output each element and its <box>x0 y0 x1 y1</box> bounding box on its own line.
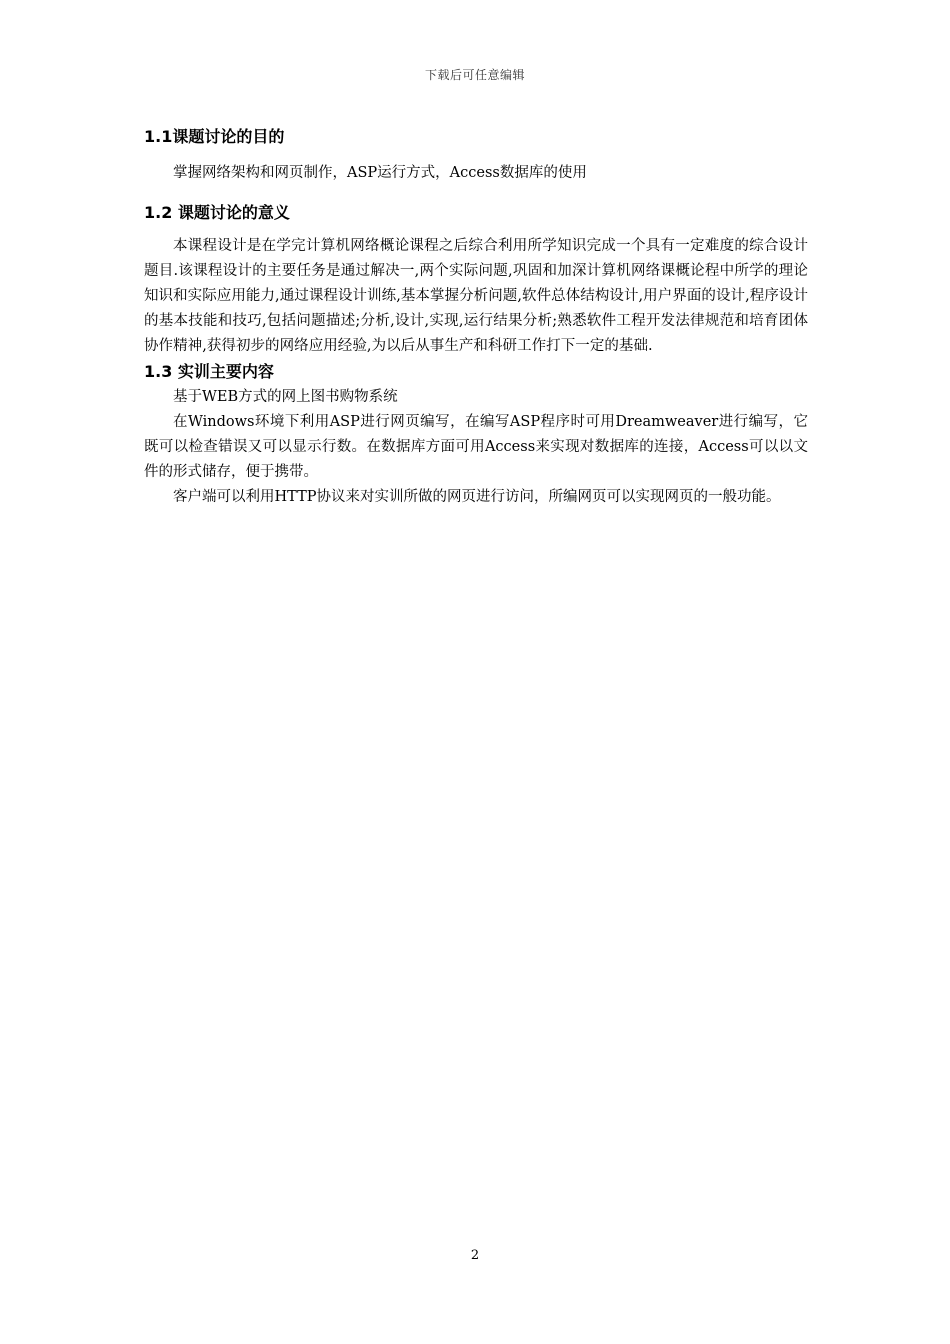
section-heading-1-1: 1.1课题讨论的目的 <box>144 127 285 146</box>
section-1-1-paragraph: 掌握网络架构和网页制作，ASP运行方式，Access数据库的使用 <box>173 165 587 181</box>
section-1-3-paragraph-2: 在Windows环境下利用ASP进行网页编写，在编写ASP程序时可用Dreamweaver进行编写，它既可以检查错误又可以显示行数。在数据库方面可用Access来实现对数据库的连接，Access可以以文件的形式储存，便于携带。 <box>144 414 808 480</box>
page-number: 2 <box>470 1248 480 1263</box>
section-1-2-paragraph: 本课程设计是在学完计算机网络概论课程之后综合利用所学知识完成一个具有一定难度的综合设计题目.该课程设计的主要任务是通过解决一,两个实际问题,巩固和加深计算机网络课概论程中所学的理论知识和实际应用能力,通过课程设计训练,基本掌握分析问题,软件总体结构设计,用户界面的设计,程序设计的基本技能和技巧,包括问题描述;分析,设计,实现,运行结果分析;熟悉软件工程开发法律规范和培育团体协作精神,获得初步的网络应用经验,为以后从事生产和科研工作打下一定的基础. <box>144 238 808 354</box>
page-header: 下载后可任意编辑 <box>424 68 525 82</box>
section-heading-1-2: 1.2 课题讨论的意义 <box>144 203 290 222</box>
section-1-3-paragraph-3: 客户端可以利用HTTP协议来对实训所做的网页进行访问，所编网页可以实现网页的一般功能。 <box>173 489 781 505</box>
page-content <box>144 124 808 510</box>
section-heading-1-3: 1.3 实训主要内容 <box>144 362 274 381</box>
section-1-3-paragraph-1: 基于WEB方式的网上图书购物系统 <box>173 389 398 405</box>
